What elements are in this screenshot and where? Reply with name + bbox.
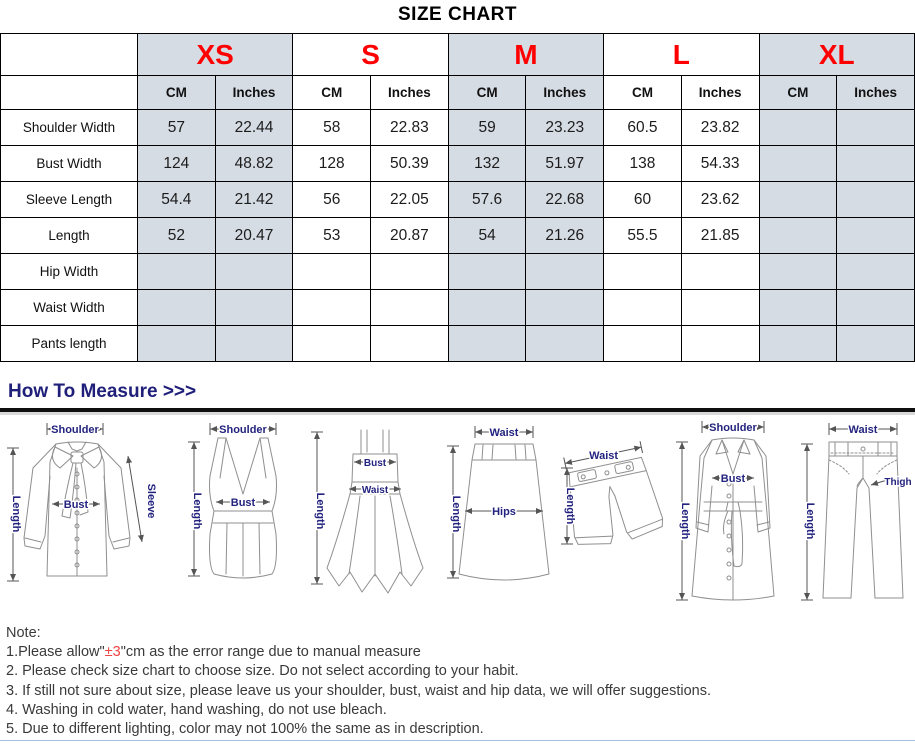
how-to-measure-heading: How To Measure >>> — [8, 381, 197, 402]
measure-label-length: Length — [679, 502, 691, 540]
size-value: 59 — [448, 110, 526, 146]
size-value — [837, 290, 915, 326]
measure-label-shoulder: Shoulder — [51, 424, 99, 436]
coat-diagram — [670, 416, 795, 616]
measure-label-length: Length — [10, 495, 22, 533]
size-value — [448, 326, 526, 362]
size-value: 52 — [138, 218, 216, 254]
note-line-4: 4. Washing in cold water, hand washing, do not use bleach. — [6, 701, 387, 718]
size-value — [837, 110, 915, 146]
unit-header: CM — [759, 76, 837, 110]
size-value — [604, 290, 682, 326]
shorts-diagram — [560, 416, 670, 616]
size-value: 56 — [293, 182, 371, 218]
size-header-row — [1, 34, 915, 76]
size-value — [293, 254, 371, 290]
row-label: Length — [1, 218, 138, 254]
size-table-body — [1, 110, 915, 362]
size-value: 48.82 — [215, 146, 293, 182]
size-value — [604, 254, 682, 290]
pants-diagram — [795, 416, 915, 616]
measure-label-waist: Waist — [361, 485, 389, 496]
measure-label-length: Length — [804, 502, 816, 540]
size-value: 57 — [138, 110, 216, 146]
note-line-1 — [6, 643, 915, 662]
table-row — [1, 254, 915, 290]
unit-header: CM — [293, 76, 371, 110]
tolerance-value: ±3 — [104, 644, 121, 661]
size-value — [604, 326, 682, 362]
size-value — [138, 290, 216, 326]
size-value — [759, 146, 837, 182]
row-label: Waist Width — [1, 290, 138, 326]
size-value — [293, 326, 371, 362]
size-value — [759, 290, 837, 326]
size-value — [837, 254, 915, 290]
note-line-3: 3. If still not sure about size, please leave us your shoulder, bust, waist and hip data, we will offer suggestions. — [6, 682, 711, 699]
measure-label-length: Length — [450, 495, 462, 533]
unit-header: CM — [448, 76, 526, 110]
measure-label-length: Length — [191, 492, 203, 530]
page-title: SIZE CHART — [398, 4, 517, 25]
size-value — [759, 218, 837, 254]
measure-label-length: Length — [314, 492, 326, 530]
size-header-m: M — [448, 34, 603, 76]
size-value: 53 — [293, 218, 371, 254]
size-value: 21.26 — [526, 218, 604, 254]
size-value: 50.39 — [371, 146, 449, 182]
size-value — [759, 254, 837, 290]
size-value — [681, 290, 759, 326]
measure-label-waist: Waist — [489, 427, 519, 439]
unit-header: CM — [604, 76, 682, 110]
note-line-1-suffix: "cm as the error range due to manual measure — [120, 644, 421, 661]
size-value — [138, 326, 216, 362]
slip-dress-diagram — [305, 416, 445, 616]
size-value — [293, 290, 371, 326]
measure-label-sleeve: Sleeve — [145, 483, 157, 519]
size-value: 55.5 — [604, 218, 682, 254]
notes-section — [0, 614, 915, 739]
size-value: 20.47 — [215, 218, 293, 254]
note-line-2: 2. Please check size chart to choose size. Do not select according to your habit. — [6, 663, 519, 680]
notes-heading: Note: — [6, 625, 41, 641]
measure-label-waist: Waist — [848, 424, 878, 436]
measure-label-bust: Bust — [720, 473, 746, 485]
size-value: 54.4 — [138, 182, 216, 218]
tank-top-diagram — [180, 416, 305, 616]
size-value — [837, 326, 915, 362]
unit-header: Inches — [215, 76, 293, 110]
bottom-line — [0, 740, 915, 741]
size-value: 57.6 — [448, 182, 526, 218]
size-value: 22.83 — [371, 110, 449, 146]
measure-label-bust: Bust — [63, 499, 89, 511]
measure-label-length: Length — [564, 487, 576, 525]
row-label: Sleeve Length — [1, 182, 138, 218]
size-value: 138 — [604, 146, 682, 182]
size-value: 60 — [604, 182, 682, 218]
size-value — [371, 254, 449, 290]
size-value — [215, 326, 293, 362]
table-row — [1, 290, 915, 326]
size-value — [371, 290, 449, 326]
table-row — [1, 218, 915, 254]
size-value: 20.87 — [371, 218, 449, 254]
measure-label-shoulder: Shoulder — [709, 422, 757, 434]
size-value — [681, 326, 759, 362]
unit-header-row — [1, 76, 915, 110]
size-value — [837, 218, 915, 254]
size-value: 23.62 — [681, 182, 759, 218]
size-header-s: S — [293, 34, 448, 76]
size-value — [526, 254, 604, 290]
size-value — [837, 182, 915, 218]
unit-header: Inches — [371, 76, 449, 110]
unit-header: Inches — [681, 76, 759, 110]
size-value: 54.33 — [681, 146, 759, 182]
size-value — [215, 290, 293, 326]
note-line-5: 5. Due to different lighting, color may not 100% the same as in description. — [6, 721, 484, 738]
size-value — [215, 254, 293, 290]
measure-label-waist: Waist — [589, 450, 619, 463]
unit-header: Inches — [837, 76, 915, 110]
size-value: 60.5 — [604, 110, 682, 146]
row-label: Pants length — [1, 326, 138, 362]
size-value — [681, 254, 759, 290]
size-value — [371, 326, 449, 362]
size-header-xl: XL — [759, 34, 915, 76]
note-line-1-prefix: 1.Please allow" — [6, 644, 105, 661]
size-value: 21.85 — [681, 218, 759, 254]
size-value: 124 — [138, 146, 216, 182]
measure-label-shoulder: Shoulder — [219, 424, 267, 436]
size-value — [759, 326, 837, 362]
size-value: 22.44 — [215, 110, 293, 146]
size-value: 21.42 — [215, 182, 293, 218]
size-value: 51.97 — [526, 146, 604, 182]
skirt-diagram — [445, 416, 560, 616]
size-value: 58 — [293, 110, 371, 146]
size-value: 132 — [448, 146, 526, 182]
corner-cell — [1, 34, 138, 76]
blouse-diagram — [0, 416, 180, 616]
measure-label-hips: Hips — [492, 506, 516, 518]
size-value: 23.23 — [526, 110, 604, 146]
size-value — [837, 146, 915, 182]
size-value — [138, 254, 216, 290]
measure-diagrams — [0, 412, 915, 614]
size-value: 22.05 — [371, 182, 449, 218]
size-value — [526, 326, 604, 362]
measure-label-thigh: Thigh — [884, 477, 912, 488]
size-value — [448, 254, 526, 290]
size-value: 54 — [448, 218, 526, 254]
size-value: 22.68 — [526, 182, 604, 218]
row-label: Bust Width — [1, 146, 138, 182]
unit-header: CM — [138, 76, 216, 110]
row-label: Hip Width — [1, 254, 138, 290]
table-row — [1, 326, 915, 362]
corner-cell — [1, 76, 138, 110]
size-value — [526, 290, 604, 326]
measure-label-bust: Bust — [230, 497, 256, 509]
table-row — [1, 182, 915, 218]
size-value: 128 — [293, 146, 371, 182]
table-row — [1, 146, 915, 182]
table-row — [1, 110, 915, 146]
row-label: Shoulder Width — [1, 110, 138, 146]
unit-header: Inches — [526, 76, 604, 110]
size-table — [0, 33, 915, 362]
measure-label-bust: Bust — [363, 458, 387, 469]
size-value: 23.82 — [681, 110, 759, 146]
size-value — [448, 290, 526, 326]
size-header-xs: XS — [138, 34, 293, 76]
size-value — [759, 110, 837, 146]
size-value — [759, 182, 837, 218]
size-header-l: L — [604, 34, 759, 76]
